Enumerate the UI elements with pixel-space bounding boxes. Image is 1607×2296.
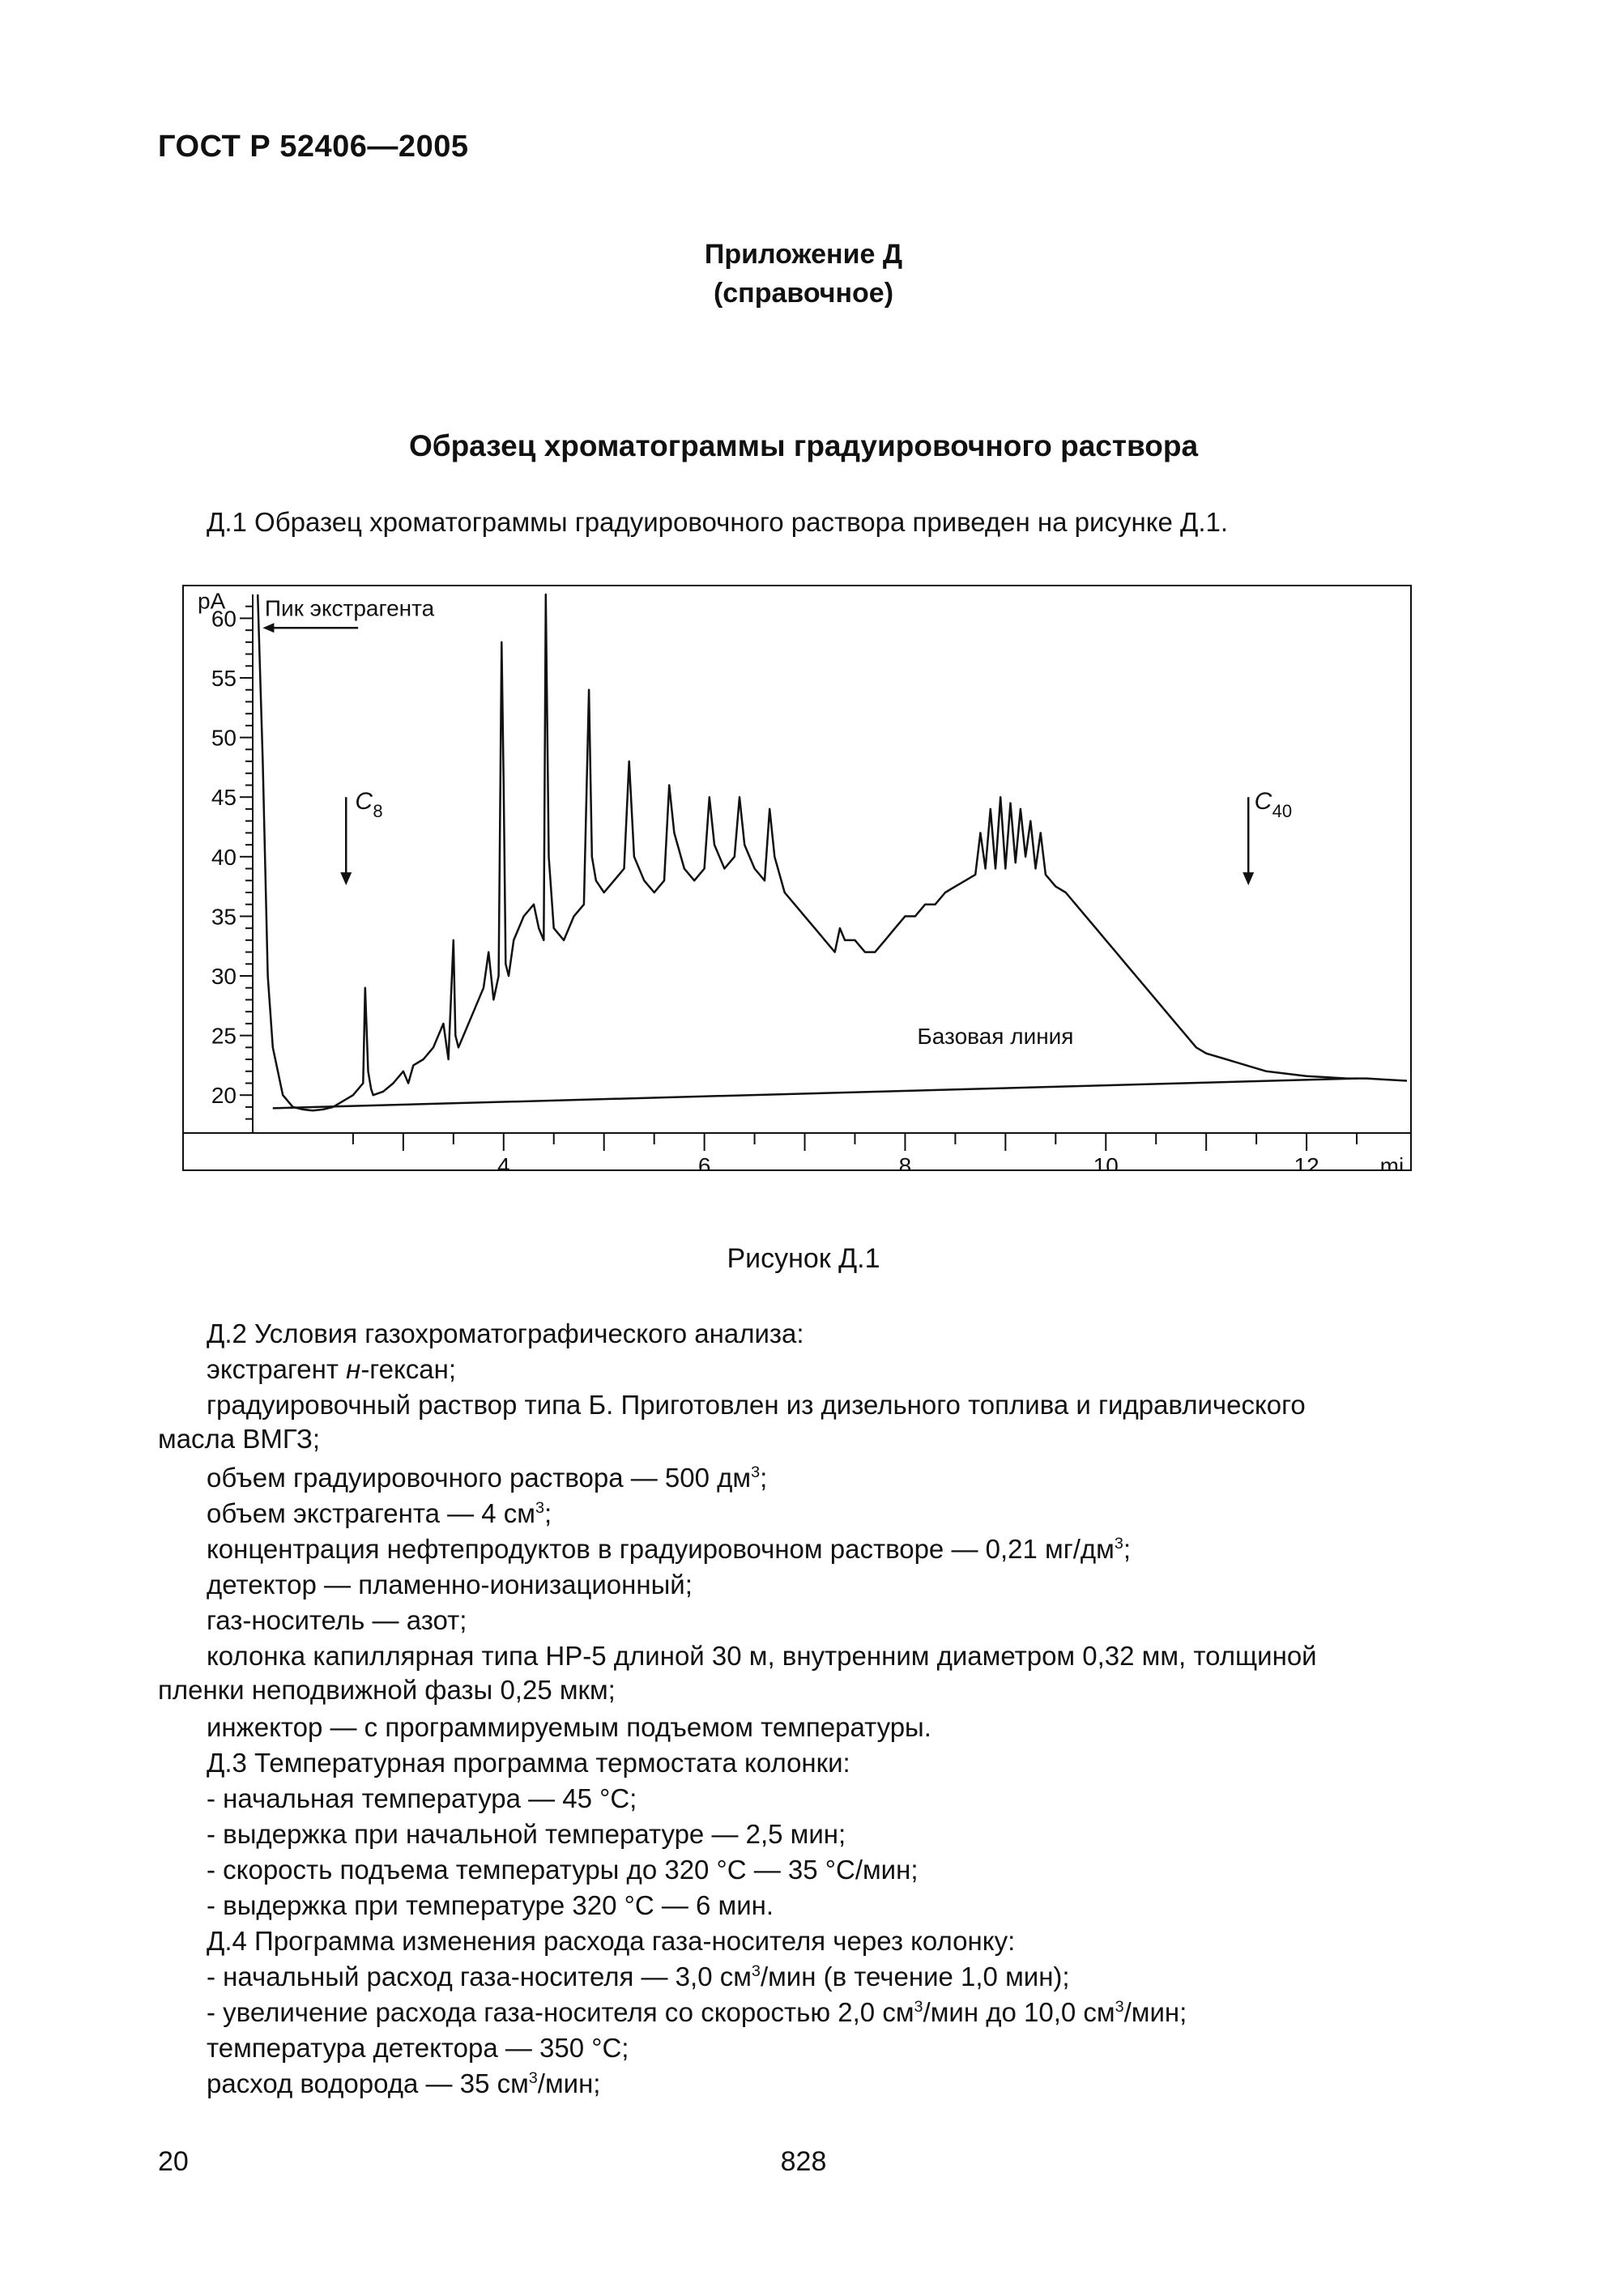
solution-line-1: градуировочный раствор типа Б. Приготовлен из дизельного топлива и гидравлического [207, 1390, 1306, 1420]
temp-item-4: - выдержка при температуре 320 °С — 6 мин. [207, 1890, 774, 1920]
sup-3: 3 [751, 1962, 761, 1980]
page-number-center: 828 [780, 2146, 827, 2177]
hydrogen-line [207, 2068, 600, 2099]
appendix-subtitle: (справочное) [713, 278, 894, 309]
flow-item-2-pre: - увеличение расхода газа-носителя со скоростью 2,0 см [207, 1997, 914, 2027]
solvent-peak-label: Пик экстрагента [264, 595, 435, 621]
detector-temp-line: температура детектора — 350 °С; [207, 2033, 629, 2063]
y-tick-label: 25 [211, 1023, 237, 1049]
volume-solution-text: объем градуировочного раствора — 500 дм [207, 1463, 752, 1493]
temp-item-3: - скорость подъема температуры до 320 °С — 35 °С/мин; [207, 1855, 919, 1885]
appendix-title: Приложение Д [704, 239, 903, 270]
flow-item-1-post: /мин (в течение 1,0 мин); [760, 1962, 1070, 1991]
sup-3: 3 [528, 2069, 538, 2087]
baseline-line [273, 1079, 1357, 1109]
d2-title: Д.2 Условия газохроматографического анализа: [207, 1318, 804, 1348]
flow-item-1-pre: - начальный расход газа-носителя — 3,0 см [207, 1962, 752, 1991]
c8-subscript: 8 [373, 800, 383, 821]
hydrogen-pre: расход водорода — 35 см [207, 2068, 529, 2098]
intro-paragraph: Д.1 Образец хроматограммы градуировочного раствора приведен на рисунке Д.1. [207, 507, 1229, 537]
standard-header: ГОСТ Р 52406—2005 [158, 130, 469, 164]
volume-extractant-line [207, 1498, 552, 1529]
injector-line: инжектор — с программируемым подъемом температуры. [207, 1712, 931, 1742]
c40-label: C [1254, 787, 1272, 815]
flow-item-2 [207, 1997, 1187, 2028]
volume-solution-line [207, 1463, 767, 1493]
c8-arrowhead [340, 872, 352, 885]
y-tick-label: 20 [211, 1083, 237, 1109]
x-tick-label: 4 [497, 1153, 510, 1169]
chromatogram-figure [182, 585, 1412, 1171]
chromatogram-chart [184, 586, 1410, 1169]
volume-extractant-text: объем экстрагента — 4 см [207, 1498, 535, 1528]
sup-3: 3 [914, 1998, 923, 2016]
x-tick-label: 8 [898, 1153, 912, 1169]
semicolon: ; [760, 1463, 768, 1493]
extractant-italic: н [346, 1354, 361, 1384]
page-number-left: 20 [158, 2146, 189, 2177]
y-tick-label: 35 [211, 904, 237, 930]
sup-3: 3 [1115, 1998, 1124, 2016]
extractant-pre: экстрагент [207, 1354, 347, 1384]
d4-title: Д.4 Программа изменения расхода газа-носителя через колонку: [207, 1926, 1016, 1956]
y-tick-label: 45 [211, 785, 237, 811]
column-line-2: пленки неподвижной фазы 0,25 мкм; [158, 1675, 616, 1705]
baseline-label: Базовая линия [917, 1023, 1074, 1049]
section-title: Образец хроматограммы градуировочного раствора [408, 429, 1199, 462]
y-tick-label: 55 [211, 666, 237, 692]
detector-line: детектор — пламенно-ионизационный; [207, 1570, 693, 1600]
extractant-line [207, 1354, 456, 1385]
column-line-1: колонка капиллярная типа НР-5 длиной 30 м, внутренним диаметром 0,32 мм, толщиной [207, 1641, 1317, 1671]
hydrogen-post: /мин; [537, 2068, 601, 2098]
y-axis-unit-label: pA [198, 588, 226, 614]
semicolon: ; [544, 1498, 552, 1528]
extractant-post: -гексан; [360, 1354, 457, 1384]
x-tick-label: 10 [1093, 1153, 1119, 1169]
d3-title: Д.3 Температурная программа термостата колонки: [207, 1748, 850, 1778]
semicolon: ; [1123, 1534, 1132, 1564]
solvent-peak-arrowhead [262, 623, 274, 633]
flow-item-2-mid: /мин до 10,0 см [923, 1997, 1115, 2027]
x-tick-label: 6 [697, 1153, 711, 1169]
temp-item-2: - выдержка при начальной температуре — 2,5 мин; [207, 1819, 846, 1849]
y-tick-label: 60 [211, 606, 237, 632]
flow-item-1 [207, 1962, 1070, 1992]
x-tick-label: 12 [1294, 1153, 1319, 1169]
chromatogram-trace [258, 594, 1407, 1110]
sup-3: 3 [751, 1463, 761, 1481]
y-tick-label: 30 [211, 964, 237, 990]
sup-3: 3 [1114, 1535, 1123, 1553]
x-axis-unit-label: mi [1379, 1153, 1405, 1169]
temp-item-1: - начальная температура — 45 °С; [207, 1783, 637, 1813]
carrier-line: газ-носитель — азот; [207, 1605, 467, 1635]
sup-3: 3 [535, 1499, 545, 1517]
c40-arrowhead [1243, 872, 1254, 885]
c8-label: C [355, 787, 373, 815]
y-tick-label: 40 [211, 844, 237, 870]
flow-item-2-post: /мин; [1123, 1997, 1187, 2027]
concentration-text: концентрация нефтепродуктов в градуировочном растворе — 0,21 мг/дм [207, 1534, 1115, 1564]
concentration-line [207, 1534, 1131, 1565]
y-tick-label: 50 [211, 725, 237, 751]
c40-subscript: 40 [1272, 800, 1293, 821]
figure-caption: Рисунок Д.1 [727, 1243, 880, 1274]
solution-line-2: масла ВМГЗ; [158, 1424, 321, 1454]
